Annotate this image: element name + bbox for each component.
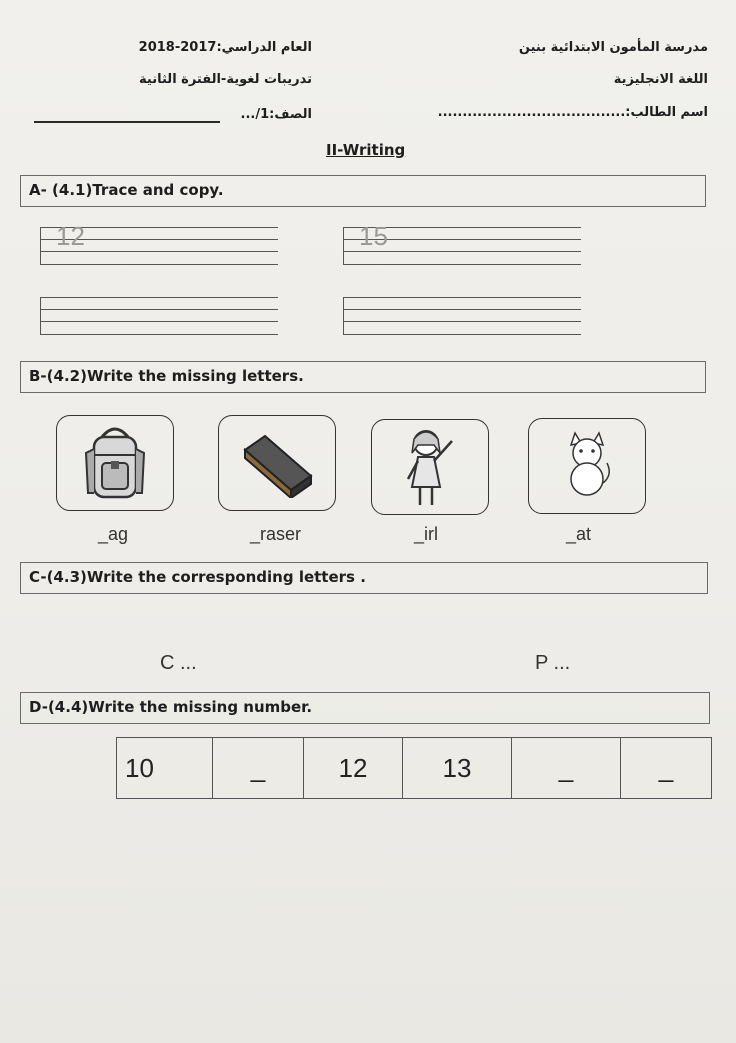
header-rule: [34, 121, 220, 123]
trace-number: 12: [56, 221, 85, 251]
number-cell: 12: [304, 738, 403, 799]
school-year: العام الدراسي:2017-2018: [138, 40, 312, 55]
number-cell: 10: [117, 738, 213, 799]
section-b-title: B-(4.2)Write the missing letters.: [20, 361, 706, 393]
section-d-title: D-(4.4)Write the missing number.: [20, 692, 710, 724]
cat-icon: [557, 431, 617, 501]
copy-lines-2[interactable]: [343, 297, 581, 335]
grade-label: الصف:1/...: [240, 107, 312, 122]
backpack-icon: [80, 423, 150, 503]
number-sequence-table: [116, 737, 712, 799]
corresponding-letter-p[interactable]: P ...: [535, 652, 571, 674]
missing-letter-word[interactable]: _ag: [98, 524, 129, 544]
number-cell: 13: [403, 738, 512, 799]
backpack-picture: [56, 415, 174, 511]
section-c-title: C-(4.3)Write the corresponding letters .: [20, 562, 708, 594]
missing-letter-word[interactable]: _irl: [414, 524, 439, 544]
trace-lines-12[interactable]: [40, 221, 278, 265]
trace-number: 15: [359, 221, 388, 251]
section-a-title: A- (4.1)Trace and copy.: [20, 175, 706, 207]
table-row: [117, 738, 712, 799]
missing-letter-word[interactable]: _raser: [250, 524, 302, 544]
blank-cell[interactable]: _: [621, 738, 712, 799]
girl-icon: [394, 423, 466, 511]
copy-lines-1[interactable]: [40, 297, 278, 335]
subject-name: اللغة الانجليزية: [613, 72, 708, 87]
school-name: مدرسة المأمون الابتدائية بنين: [518, 40, 708, 55]
eraser-icon: [237, 428, 317, 498]
blank-cell[interactable]: _: [512, 738, 621, 799]
corresponding-letter-c[interactable]: C ...: [160, 652, 197, 674]
section-heading: II-Writing: [326, 141, 406, 159]
missing-letter-word[interactable]: _at: [566, 524, 592, 544]
cat-picture: [528, 418, 646, 514]
student-name-field[interactable]: اسم الطالب:......................................: [437, 105, 708, 120]
girl-picture: [371, 419, 489, 515]
trace-lines-15[interactable]: [343, 221, 581, 265]
eraser-picture: [218, 415, 336, 511]
blank-cell[interactable]: _: [213, 738, 304, 799]
exercise-title: تدريبات لغوية-الفترة الثانية: [139, 72, 312, 87]
